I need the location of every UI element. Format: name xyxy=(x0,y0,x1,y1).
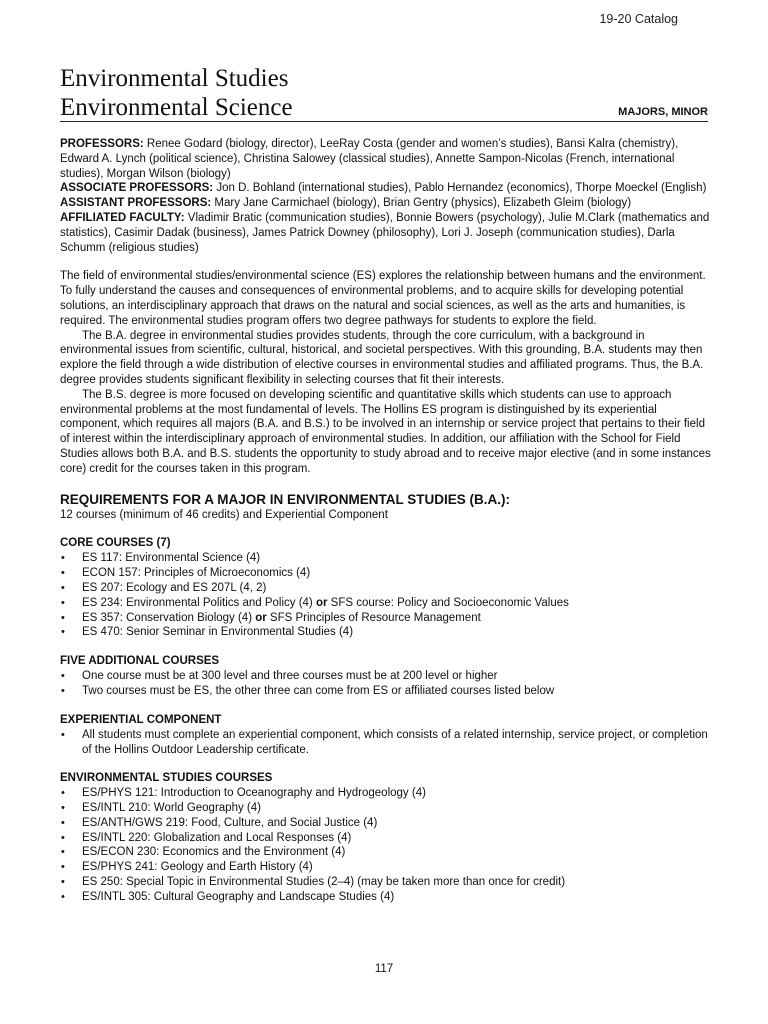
title-line-2: Environmental Science xyxy=(60,94,293,121)
faculty-assistant xyxy=(60,196,712,211)
list-item xyxy=(60,581,712,596)
core-courses-heading: CORE COURSES (7) xyxy=(60,537,171,550)
intro-paragraph: The field of environmental studies/environmental science (ES) explores the relationship between humans and the environment. To fully understand the causes and consequences of environmental problems, and to acquire skills for developing potential solutions, an interdisciplinary approach that draws on the natural and social sciences, as well as the arts and humanities, is required. The environmental studies program offers two degree pathways for students to explore the field. xyxy=(60,270,706,327)
course-text: ECON 157: Principles of Microeconomics (4) xyxy=(82,567,311,580)
catalog-year: 19-20 Catalog xyxy=(599,12,678,26)
faculty-associate xyxy=(60,181,712,196)
list-item: • All students must complete an experiential component, which consists of a related internship, service project, or completion of the Hollins Outdoor Leadership certificate. xyxy=(60,728,712,758)
list-item: • ES 250: Special Topic in Environmental Studies (2–4) (may be taken more than once for credit) xyxy=(60,875,712,890)
program-description xyxy=(60,269,712,476)
majors-minor-tag: MAJORS, MINOR xyxy=(618,106,708,118)
title-divider xyxy=(60,121,708,122)
list-item: • One course must be at 300 level and three courses must be at 200 level or higher xyxy=(60,669,712,684)
faculty-names: Jon D. Bohland (international studies), Pablo Hernandez (economics), Thorpe Moeckel (English) xyxy=(213,182,707,195)
faculty-label: AFFILIATED FACULTY: xyxy=(60,211,185,224)
es-courses-list xyxy=(60,786,712,904)
faculty-names: Vladimir Bratic (communication studies), Bonnie Bowers (psychology), Julie M.Clark (mathematics and statistics), Casimir Dadak (business), James Patrick Downey (philosophy), Lori J. Joseph (communication studies), Darla Schumm (religious studies) xyxy=(60,211,710,254)
list-item: • ES/ECON 230: Economics and the Environment (4) xyxy=(60,845,712,860)
faculty-professors xyxy=(60,137,712,181)
course-text: ES 207: Ecology and ES 207L (4, 2) xyxy=(82,581,267,594)
list-item: • ES/ANTH/GWS 219: Food, Culture, and Social Justice (4) xyxy=(60,816,712,831)
list-item: • ES/INTL 305: Cultural Geography and Landscape Studies (4) xyxy=(60,890,712,905)
title-line-1: Environmental Studies xyxy=(60,65,289,92)
page-title xyxy=(60,64,293,122)
faculty-names: Renee Godard (biology, director), LeeRay Costa (gender and women’s studies), Bansi Kalra (chemistry), Edward A. Lynch (political science), Christina Salowey (classical studies), Annette Sampon-Nicolas (French, international studies), Morgan Wilson (biology) xyxy=(60,138,679,180)
faculty-label: ASSOCIATE PROFESSORS: xyxy=(60,182,214,195)
course-text: ES 117: Environmental Science (4) xyxy=(82,552,261,565)
list-item xyxy=(60,566,712,581)
faculty-label: PROFESSORS: xyxy=(60,138,144,150)
course-text: ES 470: Senior Seminar in Environmental Studies (4) xyxy=(82,626,354,639)
page-number: 117 xyxy=(374,963,394,975)
list-item xyxy=(60,596,712,611)
list-item: • ES/PHYS 121: Introduction to Oceanography and Hydrogeology (4) xyxy=(60,786,712,801)
major-requirements-heading: REQUIREMENTS FOR A MAJOR IN ENVIRONMENTAL STUDIES (B.A.): xyxy=(60,491,511,507)
page-content xyxy=(60,137,712,905)
additional-courses-heading: FIVE ADDITIONAL COURSES xyxy=(60,655,220,668)
experiential-heading: EXPERIENTIAL COMPONENT xyxy=(60,713,222,726)
additional-courses-list xyxy=(60,669,712,699)
course-text: ES 234: Environmental Politics and Policy (4) xyxy=(82,596,316,609)
or-connector: or xyxy=(255,611,267,624)
list-item: • ES/INTL 220: Globalization and Local Responses (4) xyxy=(60,831,712,846)
list-item: • Two courses must be ES, the other three can come from ES or affiliated courses listed below xyxy=(60,684,712,699)
es-courses-heading: ENVIRONMENTAL STUDIES COURSES xyxy=(60,772,273,785)
course-text: ES 357: Conservation Biology (4) xyxy=(82,611,256,624)
core-courses-list xyxy=(60,551,712,640)
faculty-names: Mary Jane Carmichael (biology), Brian Gentry (physics), Elizabeth Gleim (biology) xyxy=(211,197,632,210)
faculty-list xyxy=(60,137,712,255)
list-item xyxy=(60,611,712,626)
faculty-affiliated xyxy=(60,211,712,255)
intro-paragraph: The B.A. degree in environmental studies provides students, through the core curriculum, with a background in environmental issues from scientific, cultural, historical, and societal perspectives. With this grounding, B.A. students may then explore the field through a wide distribution of elective courses in environmental studies and affiliated programs. Thus, the B.A. degree provides students significant flexibility in selecting courses that fit their interests. xyxy=(60,329,704,386)
course-alt-text: SFS course: Policy and Socioeconomic Values xyxy=(327,596,569,609)
list-item: • ES/INTL 210: World Geography (4) xyxy=(60,801,712,816)
course-alt-text: SFS Principles of Resource Management xyxy=(266,611,481,624)
faculty-label: ASSISTANT PROFESSORS: xyxy=(60,197,212,210)
list-item xyxy=(60,625,712,640)
experiential-list xyxy=(60,728,712,758)
list-item: • ES/PHYS 241: Geology and Earth History (4) xyxy=(60,860,712,875)
or-connector: or xyxy=(315,596,328,609)
major-requirements-summary: 12 courses (minimum of 46 credits) and Experiential Component xyxy=(60,508,388,521)
list-item xyxy=(60,551,712,566)
intro-paragraph: The B.S. degree is more focused on developing scientific and quantitative skills which students can use to approach environmental problems at the most fundamental of levels. The Hollins ES program is distinguished by its experiential component, which requires all majors (B.A. and B.S.) to be involved in an internship or service project that pertains to their field of interest within the interdisciplinary approach of environmental studies. In addition, our affiliation with the School for Field Studies allows both B.A. and B.S. students the opportunity to study abroad and to receive major elective (and in some instances core) credit for the courses taken in this program. xyxy=(60,388,711,475)
